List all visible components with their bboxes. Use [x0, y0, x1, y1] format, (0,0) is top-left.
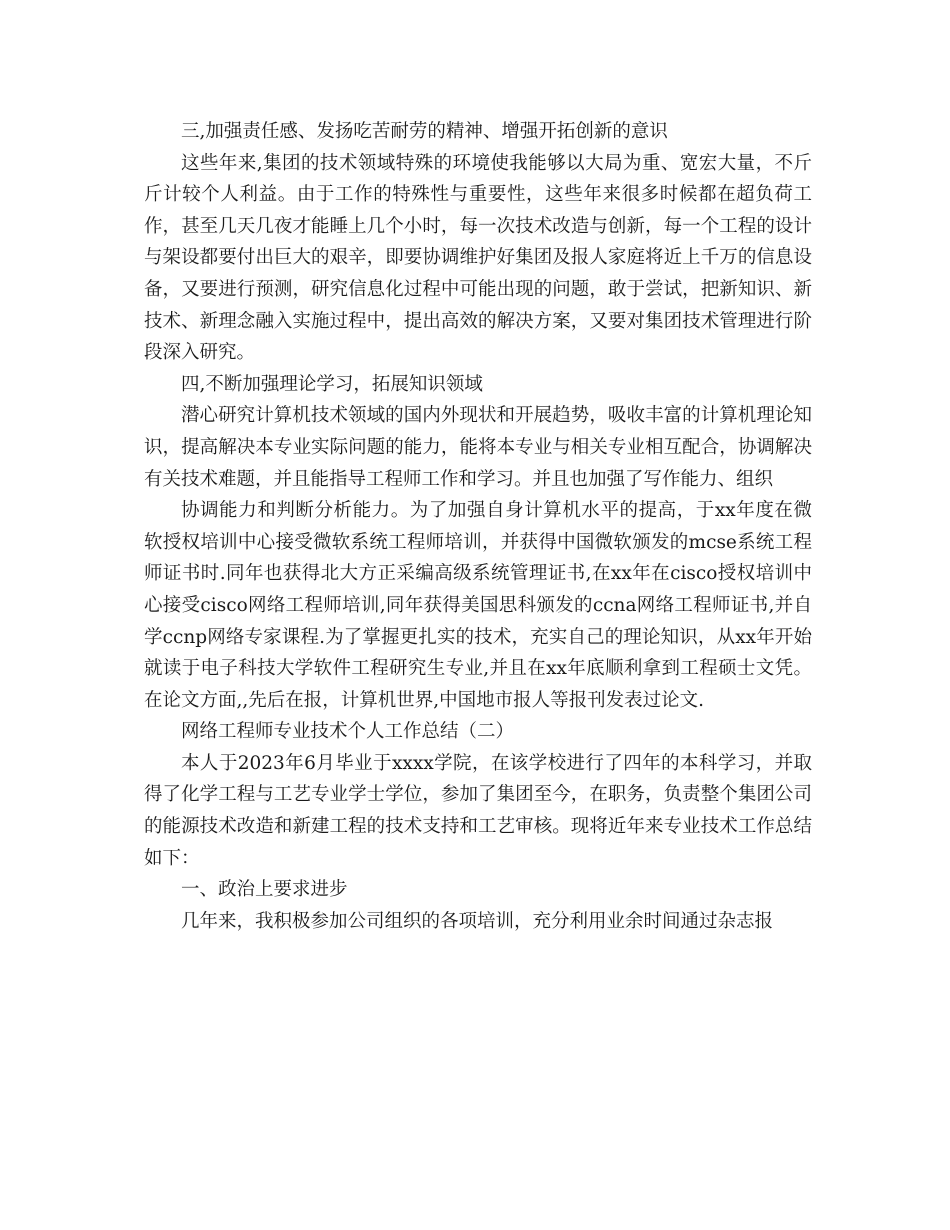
section-heading-4: 四,不断加强理论学习，拓展知识领域 — [181, 373, 483, 395]
paragraph-theory-study: 潜心研究计算机技术领域的国内外现状和开展趋势，吸收丰富的计算机理论知识，提高解决本专业实际问题的能力，能将本专业与相关专业相互配合，协调解决有关技术难题，并且能指导工程师工作和学习。并且也加强了写作能力、组织 — [144, 405, 812, 490]
document-body — [144, 116, 812, 937]
section-heading-1: 一、政治上要求进步 — [181, 879, 348, 901]
summary-title-2: 网络工程师专业技术个人工作总结（二） — [181, 721, 515, 743]
paragraph-certifications: 协调能力和判断分析能力。为了加强自身计算机水平的提高，于xx年度在微软授权培训中心接受微软系统工程师培训，并获得中国微软颁发的mcse系统工程师证书时.同年也获得北大方正采编高级系统管理证书,在xx年在cisco授权培训中心接受cisco网络工程师培训,同年获得美国思科颁发的ccna网络工程师证书,并自学ccnp网络专家课程.为了掌握更扎实的技术，充实自己的理论知识，从xx年开始就读于电子科技大学软件工程研究生专业,并且在xx年底顺利拿到工程硕士文凭。在论文方面,,先后在报，计算机世界,中国地市报人等报刊发表过论文. — [144, 500, 812, 711]
paragraph-introduction: 本人于2023年6月毕业于xxxx学院，在该学校进行了四年的本科学习，并取得了化学工程与工艺专业学士学位，参加了集团至今，在职务，负责整个集团公司的能源技术改造和新建工程的技术支持和工艺审核。现将近年来专业技术工作总结如下： — [144, 752, 812, 869]
paragraph-training: 几年来，我积极参加公司组织的各项培训，充分利用业余时间通过杂志报 — [181, 910, 774, 932]
section-heading-3: 三,加强责任感、发扬吃苦耐劳的精神、增强开拓创新的意识 — [181, 121, 668, 142]
paragraph-responsibility: 这些年来,集团的技术领域特殊的环境使我能够以大局为重、宽宏大量，不斤斤计较个人利益。由于工作的特殊性与重要性，这些年来很多时候都在超负荷工作，甚至几天几夜才能睡上几个小时，每一次技术改造与创新，每一个工程的设计与架设都要付出巨大的艰辛，即要协调维护好集团及报人家庭将近上千万的信息设备，又要进行预测，研究信息化过程中可能出现的问题，敢于尝试，把新知识、新技术、新理念融入实施过程中，提出高效的解决方案，又要对集团技术管理进行阶段深入研究。 — [144, 152, 812, 364]
